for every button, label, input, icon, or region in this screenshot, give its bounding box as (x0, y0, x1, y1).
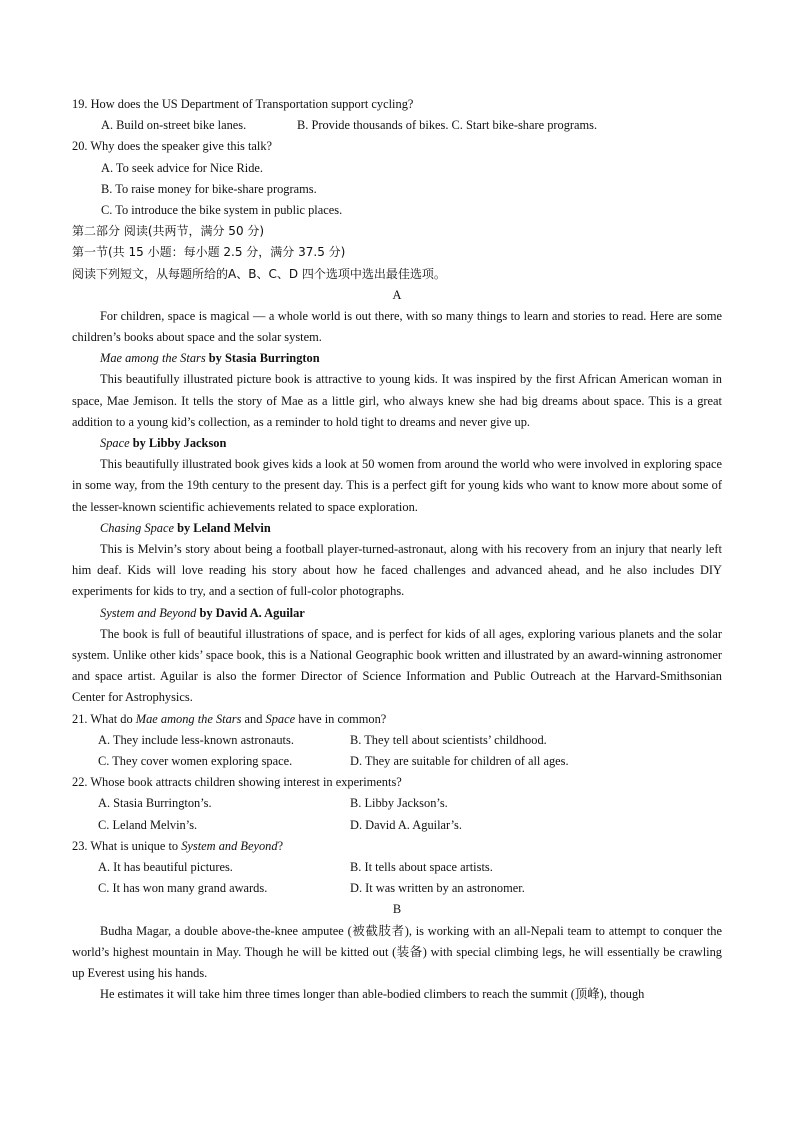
question-23-options-row2 (72, 878, 722, 899)
passage-b-paragraph-1 (72, 921, 722, 985)
description-text: The book is full of beautiful illustrations of space, and is perfect for kids of all ages, exploring various planets and the solar system. Unlike other kids’ space book, this is a National Geographic book written and illustrated by an award-winning astronomer and space artist. Aguilar is also the former Director of Science Information and Public Outreach at the Harvard-Smithsonian Center for Astrophysics. (72, 626, 722, 705)
description-text: This beautifully illustrated picture book is attractive to young kids. It was inspired by the first African American woman in space, Mae Jemison. It tells the story of Mae as a little girl, who always knew she had big dreams about space. This is a great addition to a young kid’s collection, as a reminder to hold tight to dreams and never give up. (72, 372, 722, 429)
part-heading: 第二部分 阅读(共两节，满分 50 分) (72, 224, 265, 239)
option-c: C. Start bike-share programs. (451, 118, 598, 133)
option-a: A. It has beautiful pictures. (98, 859, 233, 874)
question-22: 22. Whose book attracts children showing interest in experiments? (72, 775, 402, 790)
book-title-1 (72, 348, 722, 369)
option-c: C. To introduce the bike system in public places. (101, 202, 343, 217)
passage-letter-a: A (392, 287, 402, 302)
q-text: ? (277, 838, 284, 853)
book-title-2 (72, 433, 722, 454)
option-b: B. They tell about scientists’ childhood. (350, 732, 547, 747)
question-23-options-row1 (72, 857, 722, 878)
option-d: D. David A. Aguilar’s. (350, 817, 462, 832)
question-23 (72, 836, 722, 857)
instruction: 阅读下列短文，从每题所给的A、B、C、D 四个选项中选出最佳选项。 (72, 266, 446, 281)
section-heading: 第一节(共 15 小题：每小题 2.5 分，满分 37.5 分) (72, 245, 346, 260)
book-description-2 (72, 454, 722, 518)
option-b: B. Libby Jackson’s. (350, 796, 448, 811)
question-19: 19. How does the US Department of Transportation support cycling? (72, 97, 414, 111)
question-22-options-row1 (72, 793, 722, 814)
option-d: D. They are suitable for children of all ages. (350, 754, 569, 769)
book-description-1 (72, 369, 722, 433)
q-text: 23. What is unique to (72, 838, 182, 853)
q-title-2: Space (265, 711, 296, 726)
description-text: This beautifully illustrated book gives kids a look at 50 women from around the world who were involved in exploring space in some way, from the 19th century to the present day. This is a perfect gift for young kids who want to know more about some of the lesser-known scientific achievements related to space exploration. (72, 457, 722, 514)
book-title-3 (72, 518, 722, 539)
book-title-4 (72, 603, 722, 624)
passage-letter-b: B (392, 902, 402, 917)
book-description-3 (72, 539, 722, 603)
passage-a-intro (72, 306, 722, 348)
option-d: D. It was written by an astronomer. (350, 881, 525, 896)
exam-page (72, 94, 722, 1005)
option-c: C. They cover women exploring space. (98, 754, 293, 769)
author: by Stasia Burrington (205, 351, 320, 366)
option-a: A. To seek advice for Nice Ride. (101, 160, 263, 175)
passage-b-paragraph-2 (72, 984, 722, 1005)
title: Space (100, 436, 130, 451)
option-a: A. They include less-known astronauts. (98, 732, 294, 747)
q-text: and (241, 711, 266, 726)
description-text: This is Melvin’s story about being a football player-turned-astronaut, along with his recovery from an injury that nearly left him deaf. Kids will love reading his story about how he faced challenges and advanced ahead, and he also includes DIY experiments for kids to try, and a section of full-color photographs. (72, 542, 722, 599)
paragraph-text: Budha Magar, a double above-the-knee amputee (被截肢者), is working with an all-Nepali team to attempt to conquer the world’s highest mountain in May. Though he will be kitted out (装备) with special climbing legs, he will essentially be crawling up Everest using his hands. (72, 923, 722, 980)
intro-text: For children, space is magical — a whole world is out there, with so many things to learn and stories to read. Here are some children’s books about space and the solar system. (72, 308, 722, 345)
q-text: have in common? (295, 711, 387, 726)
question-21 (72, 709, 722, 730)
option-a: A. Build on-street bike lanes. (101, 118, 247, 133)
option-b: B. Provide thousands of bikes. (297, 118, 449, 133)
option-b: B. It tells about space artists. (350, 859, 493, 874)
q-title-1: Mae among the Stars (135, 711, 242, 726)
title: Mae among the Stars (100, 351, 206, 366)
title: Chasing Space (100, 520, 174, 535)
question-20: 20. Why does the speaker give this talk? (72, 139, 273, 154)
question-21-options-row2 (72, 751, 722, 772)
question-22-options-row2 (72, 815, 722, 836)
author: by Libby Jackson (129, 436, 227, 451)
option-b: B. To raise money for bike-share programs. (101, 181, 317, 196)
paragraph-text: He estimates it will take him three times longer than able-bodied climbers to reach the summit (顶峰), though (100, 987, 645, 1002)
author: by Leland Melvin (174, 520, 271, 535)
option-a: A. Stasia Burrington’s. (98, 796, 212, 811)
author: by David A. Aguilar (196, 605, 305, 620)
title: System and Beyond (100, 605, 197, 620)
book-description-4 (72, 624, 722, 709)
option-c: C. It has won many grand awards. (98, 881, 268, 896)
question-21-options-row1 (72, 730, 722, 751)
question-19-options (72, 115, 722, 136)
q-text: 21. What do (72, 711, 136, 726)
option-c: C. Leland Melvin’s. (98, 817, 198, 832)
q-title: System and Beyond (181, 838, 278, 853)
